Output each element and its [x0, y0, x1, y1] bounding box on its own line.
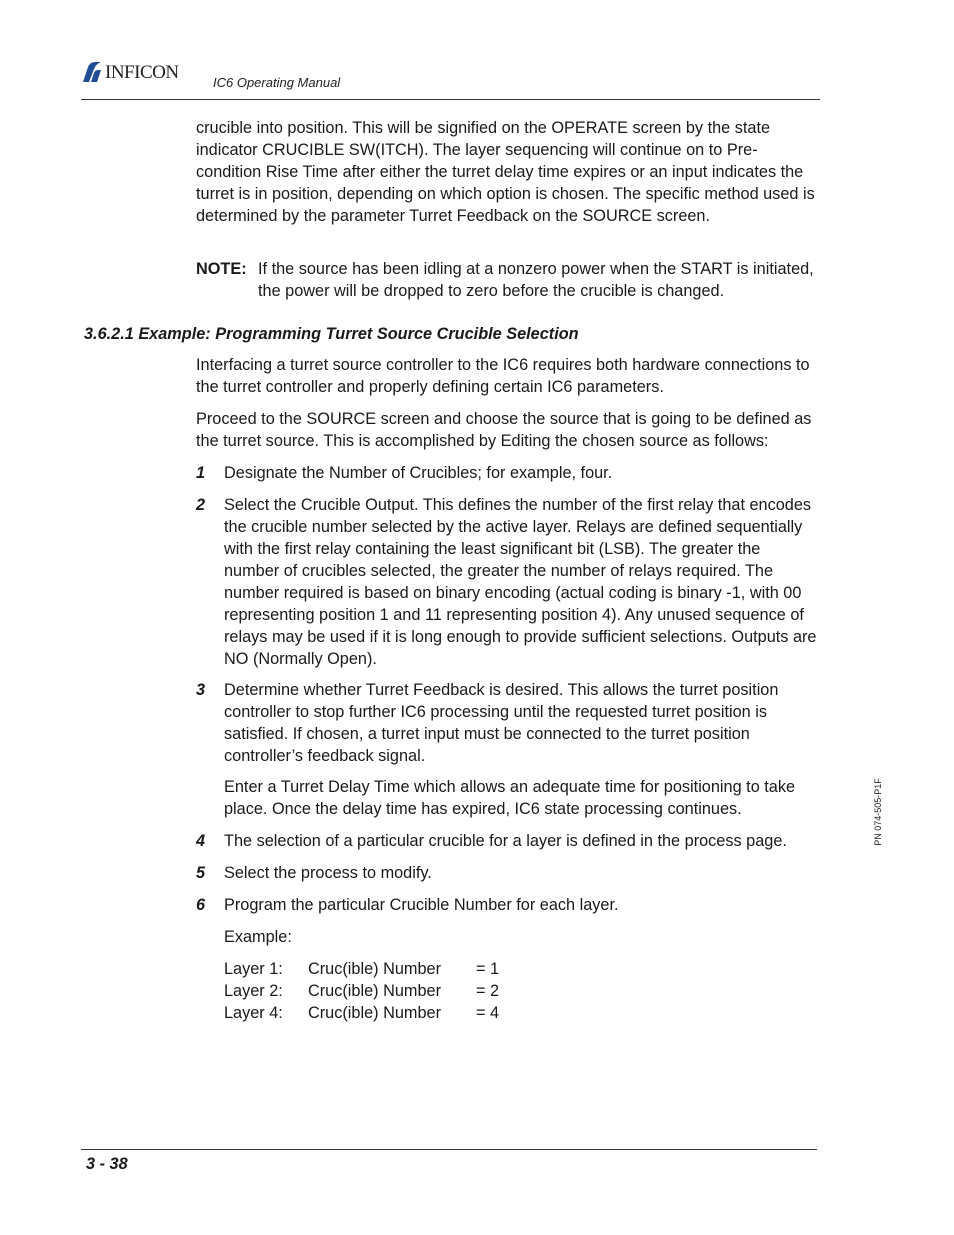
step-6: [196, 894, 820, 916]
page-number: 3 - 38: [86, 1155, 128, 1173]
step-number: 1: [196, 464, 206, 482]
step-text: Select the process to modify.: [224, 864, 432, 882]
step-3-followup: Enter a Turret Delay Time which allows an adequate time for positioning to take place. Once the delay time has expired, IC6 state processing continues.: [224, 778, 796, 818]
layer-value: = 1: [476, 960, 500, 978]
header-rule: [81, 99, 820, 100]
step-text: Select the Crucible Output. This defines the number of the first relay that encodes the crucible number selected by the active layer. Relays are defined sequentially with the first relay containing the least significant bit (LSB). The greater the number of crucibles selected, the greater the number of relays required. The number required is based on binary encoding (actual coding is binary -1, with 00 representing position 1 and 11 representing position 4). Any unused sequence of relays may be used if it is long enough to provide sufficient selections. Outputs are NO (Normally Open).: [224, 496, 817, 668]
step-number: 2: [196, 496, 206, 514]
logo-text: INFICON: [105, 61, 179, 83]
step-2: [196, 494, 820, 670]
layer-value: = 4: [476, 1004, 500, 1022]
note-text: If the source has been idling at a nonzero power when the START is initiated, the power will be dropped to zero before the crucible is changed.: [258, 260, 814, 300]
inficon-logo: [81, 60, 179, 84]
step-text: Program the particular Crucible Number for each layer.: [224, 896, 619, 914]
step-number: 5: [196, 864, 206, 882]
table-row: [224, 1002, 544, 1024]
step-number: 4: [196, 832, 206, 850]
step-number: 6: [196, 896, 206, 914]
note-block: [196, 258, 820, 302]
layer-example-table: [224, 958, 544, 1024]
inficon-logo-mark-icon: [81, 61, 103, 83]
document-title: IC6 Operating Manual: [213, 75, 341, 90]
continued-paragraph-block: [196, 117, 820, 227]
step-number: 3: [196, 681, 206, 699]
step-text: The selection of a particular crucible for a layer is defined in the process page.: [224, 832, 787, 850]
layer-label: Layer 1:: [224, 960, 283, 978]
step-text: Designate the Number of Crucibles; for example, four.: [224, 464, 613, 482]
example-label: Example:: [224, 928, 292, 946]
layer-parameter: Cruc(ible) Number: [308, 960, 441, 978]
layer-parameter: Cruc(ible) Number: [308, 1004, 441, 1022]
step-3: [196, 679, 820, 767]
section-heading: 3.6.2.1 Example: Programming Turret Source Crucible Selection: [84, 325, 579, 343]
note-label: NOTE:: [196, 260, 247, 278]
layer-value: = 2: [476, 982, 500, 1000]
table-row: [224, 980, 544, 1002]
footer-rule: [81, 1149, 817, 1150]
step-text: Determine whether Turret Feedback is desired. This allows the turret position controller to stop further IC6 processing until the requested turret position is satisfied. If chosen, a turret input must be connected to the turret position controller’s feedback signal.: [224, 681, 779, 765]
layer-label: Layer 2:: [224, 982, 283, 1000]
intro-paragraph-1: Interfacing a turret source controller to the IC6 requires both hardware connections to the turret controller and properly defining certain IC6 parameters.: [196, 356, 810, 396]
layer-label: Layer 4:: [224, 1004, 283, 1022]
step-1: [196, 462, 820, 484]
intro-paragraph-2: Proceed to the SOURCE screen and choose the source that is going to be defined as the turret source. This is accomplished by Editing the chosen source as follows:: [196, 410, 812, 450]
step-5: [196, 862, 820, 884]
side-part-number-text: PN 074-505-P1F: [873, 778, 883, 846]
table-row: [224, 958, 544, 980]
continued-paragraph: crucible into position. This will be signified on the OPERATE screen by the state indicator CRUCIBLE SW(ITCH). The layer sequencing will continue on to Pre-condition Rise Time after either the turret delay time expires or an input indicates the turret is in position, depending on which option is chosen. The specific method used is determined by the parameter Turret Feedback on the SOURCE screen.: [196, 119, 815, 225]
layer-parameter: Cruc(ible) Number: [308, 982, 441, 1000]
step-4: [196, 830, 820, 852]
